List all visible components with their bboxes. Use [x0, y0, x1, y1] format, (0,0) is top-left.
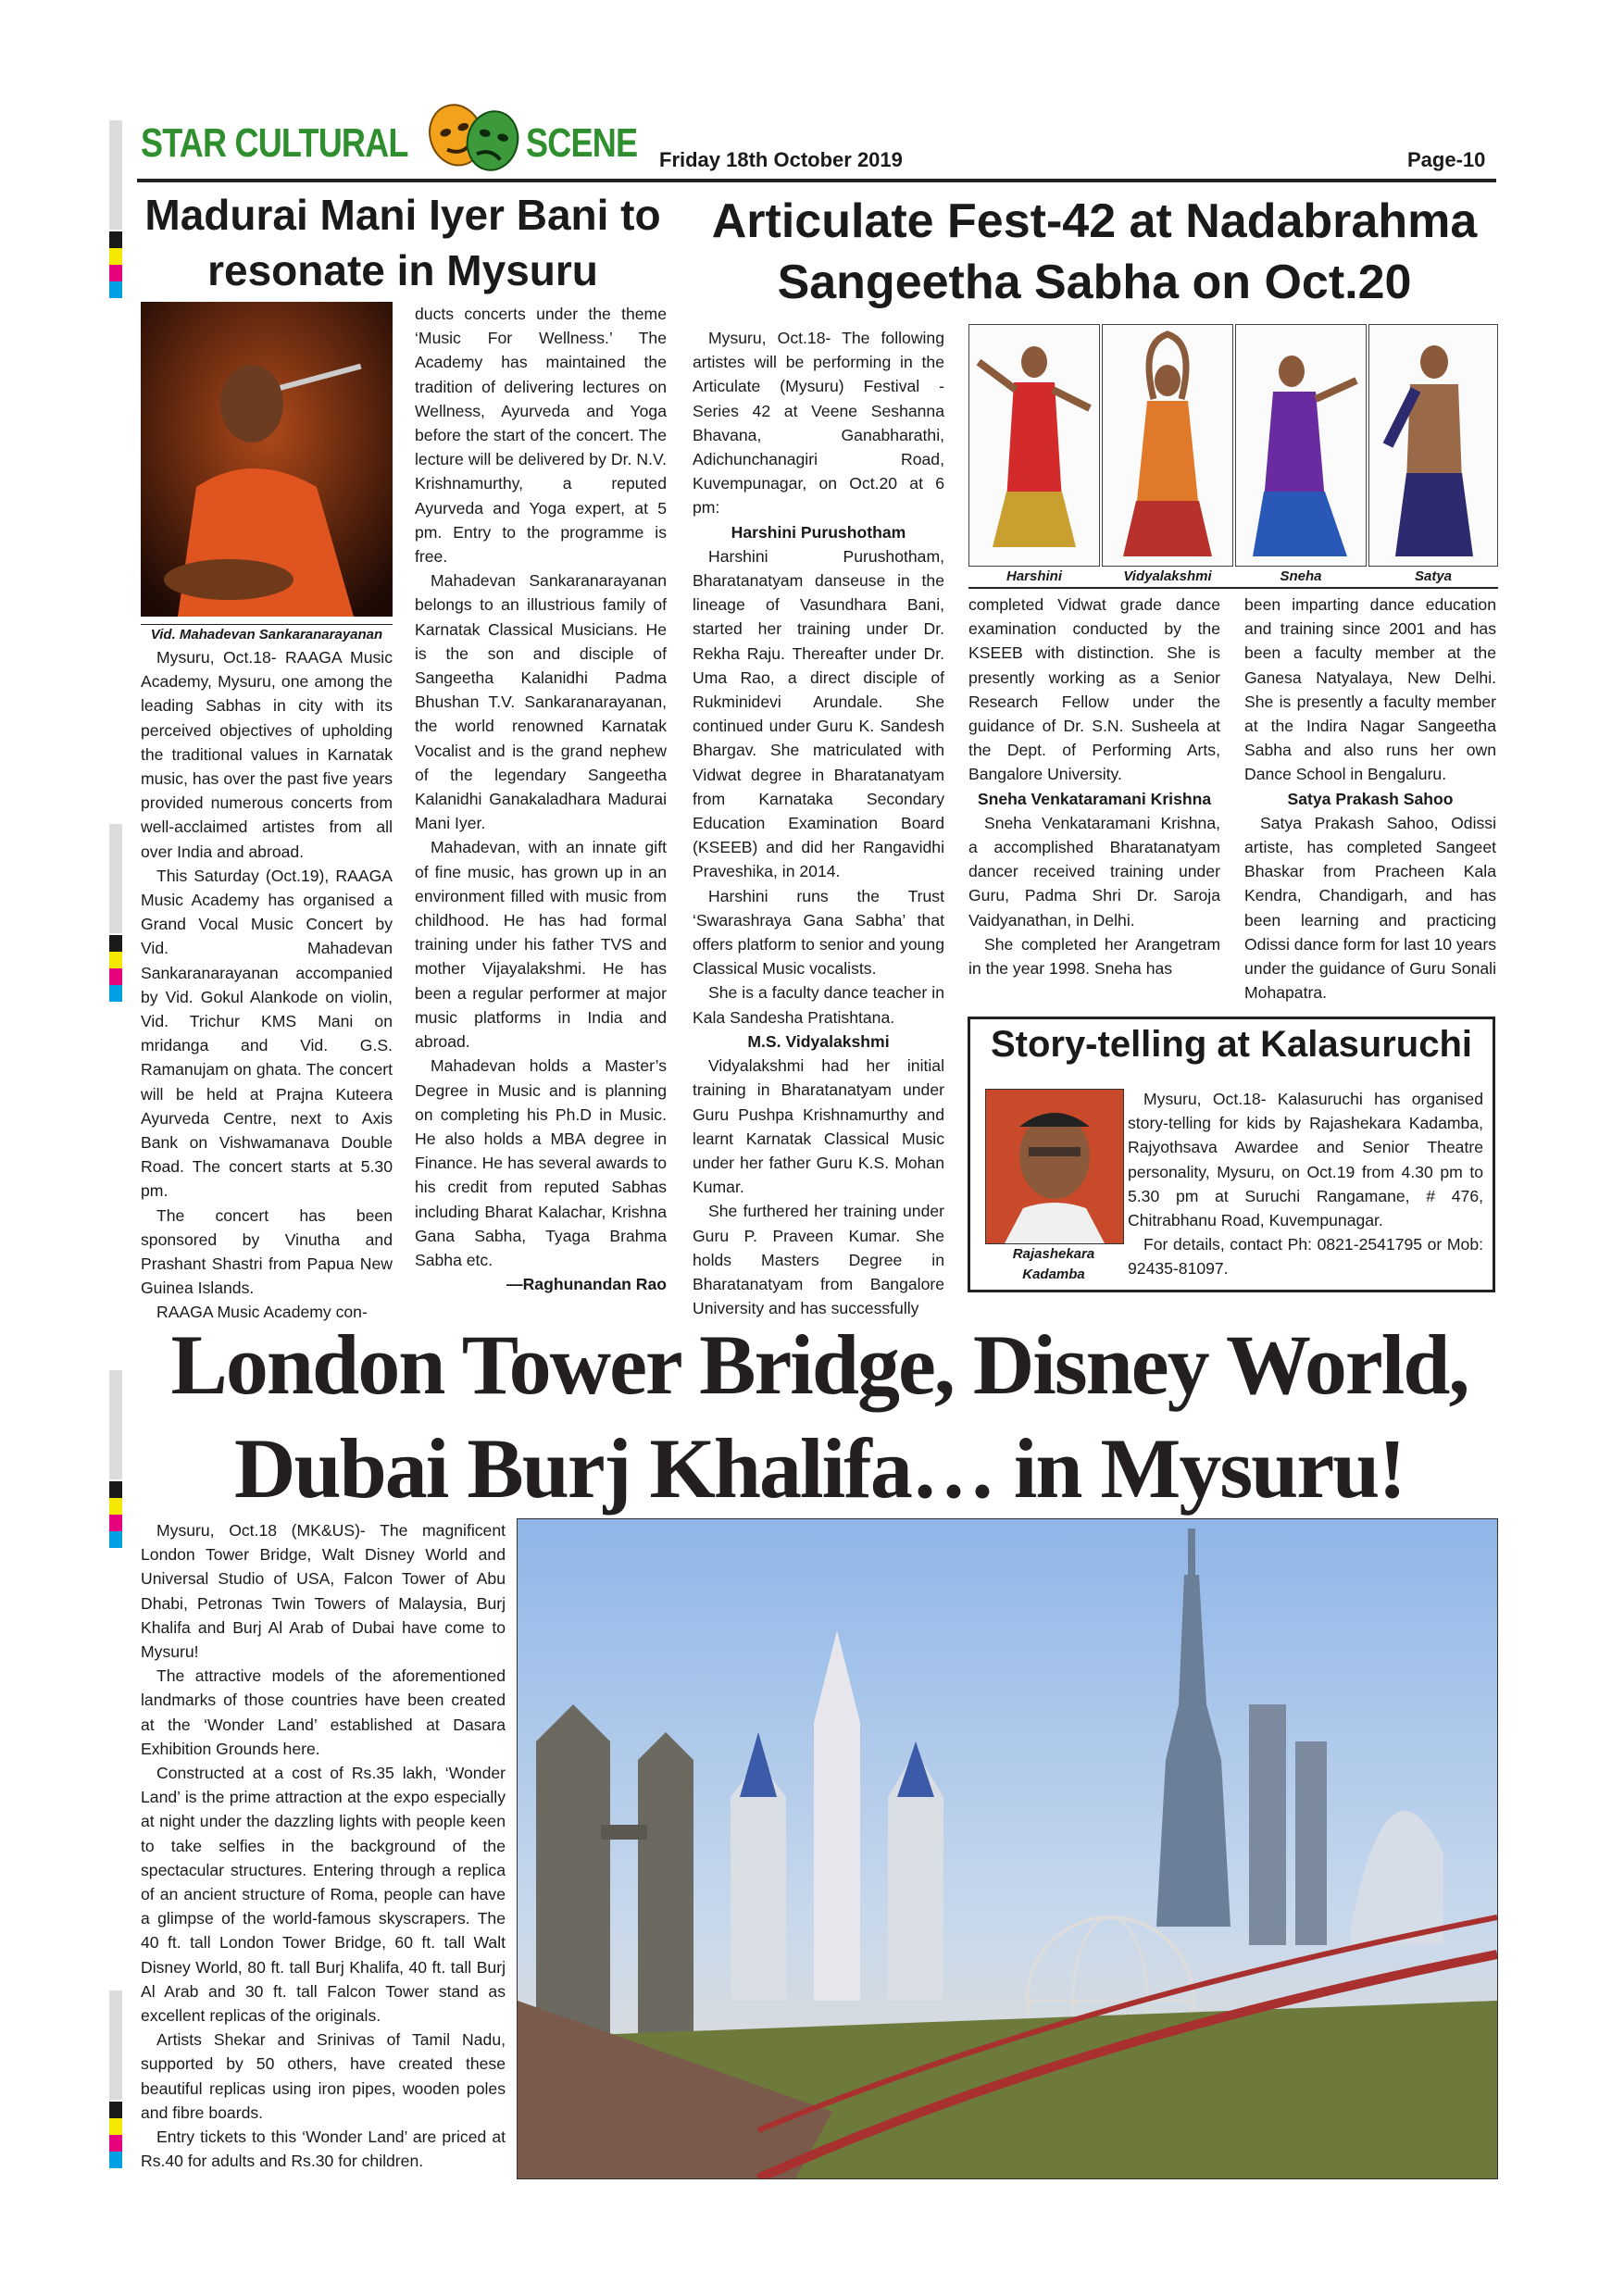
- registration-black: [109, 231, 122, 248]
- registration-cyan: [109, 985, 122, 1002]
- article3-body: [1128, 1087, 1483, 1281]
- article1-column-2: [415, 302, 667, 1296]
- paragraph: Mysuru, Oct.18- RAAGA Music Academy, Mysuru, one among the leading Sabhas in city with its perceived objectives of upholding the traditional values in Karnatak music, has over the past five years provided numerous concerts from well-acclaimed artistes from all over India and abroad.: [141, 648, 393, 861]
- registration-cyan: [109, 2152, 122, 2168]
- page-number: Page-10: [1407, 148, 1486, 171]
- section-title-left: STAR CULTURAL: [141, 120, 408, 166]
- section-title-right: SCENE: [526, 120, 638, 166]
- issue-date: Friday 18th October 2019: [659, 148, 903, 171]
- article3-headline: Story-telling at Kalasuruchi: [990, 1024, 1473, 1065]
- registration-yellow: [109, 248, 122, 265]
- photo-caption: Sneha: [1280, 568, 1322, 584]
- registration-black: [109, 2102, 122, 2118]
- subhead: M.S. Vidyalakshmi: [747, 1031, 890, 1051]
- grey-strip: [109, 1370, 122, 1479]
- article1-column-1: [141, 645, 393, 1325]
- paragraph: ducts concerts under the theme ‘Music For Wellness.’ The Academy has maintained the tradition of delivering lectures on Wellness, Ayurveda and Yoga before the start of the concert. The lecture will be delivered by Dr. N.V. Krishnamurthy, a reputed Ayurveda and Yoga expert, at 5 pm. Entry to the programme is free.: [415, 305, 667, 567]
- registration-magenta: [109, 968, 122, 985]
- paragraph: Mysuru, Oct.18- Kalasuruchi has organised story-telling for kids by Rajashekara Kadamba, Rajyothsava Awardee and Senior Theatre personality, Mysuru, on Oct.19 from 4.30 pm to 5.30 pm at Suruchi Rangamane, # 476, Chitrabhanu Road, Kuvempunagar.: [1128, 1090, 1483, 1230]
- paragraph: For details, contact Ph: 0821-2541795 or Mob: 92435-81097.: [1128, 1235, 1483, 1279]
- paragraph: RAAGA Music Academy con-: [156, 1303, 368, 1322]
- photo-harshini: [968, 324, 1100, 567]
- registration-cyan: [109, 281, 122, 298]
- paragraph: Vidyalakshmi had her initial training in Bharatanatyam under Guru Pushpa Krishnamurthy and learnt Karnatak Classical Music under her father Guru K.S. Mohan Kumar.: [693, 1056, 944, 1197]
- paragraph: Harshini Purushotham, Bharatanatyam danseuse in the lineage of Vasundhara Bani, started her training under Dr. Rekha Raju. Thereafter under Dr. Uma Rao, a direct disciple of Rukminidevi Arundale. She continued under Guru K. Sandesh Bhargav. She matriculated with Vidwat degree in Bharatanatyam from Karnataka Secondary Education Examination Board (KSEEB) and did her Rangavidhi Praveshika, in 2014.: [693, 546, 944, 881]
- paragraph: Entry tickets to this ‘Wonder Land’ are priced at Rs.40 for adults and Rs.30 for children.: [141, 2128, 506, 2171]
- article2-column-2: [968, 593, 1220, 980]
- header-rule: [137, 179, 1496, 182]
- paragraph: Mysuru, Oct.18- The following artistes will be performing in the Articulate (Mysuru) Festival - Series 42 at Veene Seshanna Bhavana, Ganabharathi, Adichunchanagiri Road, Kuvempunagar, on Oct.20 at 6 pm:: [693, 329, 944, 518]
- subhead: Sneha Venkataramani Krishna: [977, 789, 1212, 808]
- caption-rule: [968, 587, 1498, 589]
- registration-magenta: [109, 265, 122, 281]
- grey-strip: [109, 120, 122, 230]
- photo-rajashekara: [985, 1089, 1124, 1244]
- subhead: Harshini Purushotham: [731, 522, 906, 542]
- paragraph: She completed her Arangetram in the year 1998. Sneha has: [968, 934, 1220, 979]
- photo-caption: Harshini: [1006, 568, 1062, 584]
- photo-caption: Vidyalakshmi: [1123, 568, 1212, 584]
- article1-headline: Madurai Mani Iyer Bani to resonate in Mysuru: [144, 191, 661, 294]
- grey-strip: [109, 824, 122, 933]
- article4-headline: London Tower Bridge, Disney World, Dubai Burj Khalifa… in Mysuru!: [170, 1317, 1468, 1516]
- paragraph: Mahadevan, with an innate gift of fine music, has grown up in an environment filled with music from childhood. He has had formal training under his father TVS and mother Vijayalakshmi. He has been a regular performer at major music platforms in India and abroad.: [415, 838, 667, 1052]
- registration-yellow: [109, 2118, 122, 2135]
- paragraph: Artists Shekar and Srinivas of Tamil Nadu, supported by 50 others, have created these beautiful replicas using iron pipes, wooden poles and fibre boards.: [141, 2030, 506, 2122]
- registration-black: [109, 1481, 122, 1498]
- paragraph: been imparting dance education and training since 2001 and has been a faculty member at the Ganesa Natyalaya, New Delhi. She is presently a faculty member at the Indira Nagar Sangeetha Sabha and also runs her own Dance School in Bengaluru.: [1244, 595, 1496, 784]
- photo-mahadevan: [141, 302, 393, 617]
- grey-strip: [109, 1990, 122, 2100]
- photo-caption: Rajashekara Kadamba: [1012, 1246, 1095, 1282]
- article2-column-1: [693, 326, 944, 1320]
- paragraph: The concert has been sponsored by Vinutha and Prashant Shastri from Papua New Guinea Islands.: [141, 1205, 393, 1298]
- paragraph: This Saturday (Oct.19), RAAGA Music Academy has organised a Grand Vocal Music Concert by Vid. Mahadevan Sankaranarayanan accompanied by Vid. Gokul Alankode on violin, Vid. Trichur KMS Mani on mridanga and Vid. G.S. Ramanujam on ghata. The concert will be held at Prajna Kuteera Ayurveda Centre, next to Axis Bank on Vishwamanava Double Road. The concert starts at 5.30 pm.: [141, 866, 393, 1201]
- photo-wonder-land: [517, 1518, 1498, 2179]
- registration-cyan: [109, 1531, 122, 1548]
- registration-yellow: [109, 1498, 122, 1515]
- paragraph: She is a faculty dance teacher in Kala Sandesha Pratishtana.: [693, 983, 944, 1027]
- registration-black: [109, 935, 122, 952]
- registration-yellow: [109, 952, 122, 968]
- paragraph: Harshini runs the Trust ‘Swarashraya Gana Sabha’ that offers platform to senior and young Classical Music vocalists.: [693, 886, 944, 979]
- paragraph: Mysuru, Oct.18 (MK&US)- The magnificent London Tower Bridge, Walt Disney World and Universal Studio of USA, Falcon Tower of Abu Dhabi, Petronas Twin Towers of Malaysia, Burj Khalifa and Burj Al Arab of Dubai have come to Mysuru!: [141, 1521, 506, 1662]
- paragraph: Sneha Venkataramani Krishna, a accomplished Bharatanatyam dancer received training under Guru, Padma Shri Dr. Saroja Vaidyanathan, in Delhi.: [968, 813, 1220, 930]
- registration-magenta: [109, 2135, 122, 2152]
- registration-magenta: [109, 1515, 122, 1531]
- theatre-masks-icon: [418, 96, 530, 180]
- photo-vidyalakshmi: [1102, 324, 1233, 567]
- paragraph: completed Vidwat grade dance examination conducted by the KSEEB with distinction. She is presently working as a Senior Research Fellow under the guidance of Dr. S.N. Susheela at the Dept. of Performing Arts, Bangalore University.: [968, 595, 1220, 784]
- paragraph: The attractive models of the aforementioned landmarks of those countries have been created at the ‘Wonder Land’ established at Dasara Exhibition Grounds here.: [141, 1666, 506, 1758]
- article4-body: [141, 1518, 506, 2173]
- paragraph: Mahadevan Sankaranarayanan belongs to an illustrious family of Karnatak Classical Musicians. He is the son and disciple of Sangeetha Kalanidhi Padma Bhushan T.V. Sankaranarayanan, the world renowned Karnatak Vocalist and is the grand nephew of the legendary Sangeetha Kalanidhi Ganakaladhara Madurai Mani Iyer.: [415, 571, 667, 833]
- article2-headline: Articulate Fest-42 at Nadabrahma Sangeetha Sabha on Oct.20: [711, 194, 1478, 309]
- paragraph: Satya Prakash Sahoo, Odissi artiste, has completed Sangeet Bhaskar from Pracheen Kala Kendra, Chandigarh, and has been learning and practicing Odissi dance form for last 10 years under the guidance of Guru Sonali Mohapatra.: [1244, 813, 1496, 1003]
- photo-caption: Vid. Mahadevan Sankaranarayanan: [141, 624, 393, 643]
- subhead: Satya Prakash Sahoo: [1287, 789, 1454, 808]
- paragraph: Constructed at a cost of Rs.35 lakh, ‘Wonder Land’ is the prime attraction at the expo especially at night under the dazzling lights with people keen to take selfies in the background of the spectacular structures. Entering through a replica of an ancient structure of Roma, people can have a glimpse of the world-famous skyscrapers. The 40 ft. tall London Tower Bridge, 60 ft. tall Walt Disney World, 80 ft. tall Burj Khalifa, 40 ft. tall Burj Al Arab and 30 ft. tall Falcon Tower stand as excellent replicas of the originals.: [141, 1764, 506, 2026]
- photo-satya: [1368, 324, 1498, 567]
- photo-sneha: [1235, 324, 1367, 567]
- paragraph: Mahadevan holds a Master’s Degree in Music and is planning on completing his Ph.D in Music. He also holds a MBA degree in Finance. He has several awards to his credit from reputed Sabhas including Bharat Kalachar, Krishna Gana Sabha, Tyaga Brahma Sabha etc.: [415, 1056, 667, 1269]
- photo-caption: Satya: [1414, 568, 1453, 584]
- article2-column-3: [1244, 593, 1496, 1004]
- paragraph: She furthered her training under Guru P. Praveen Kumar. She holds Masters Degree in Bharatanatyam from Bangalore University and has successfully: [693, 1202, 944, 1318]
- byline: —Raghunandan Rao: [506, 1275, 667, 1294]
